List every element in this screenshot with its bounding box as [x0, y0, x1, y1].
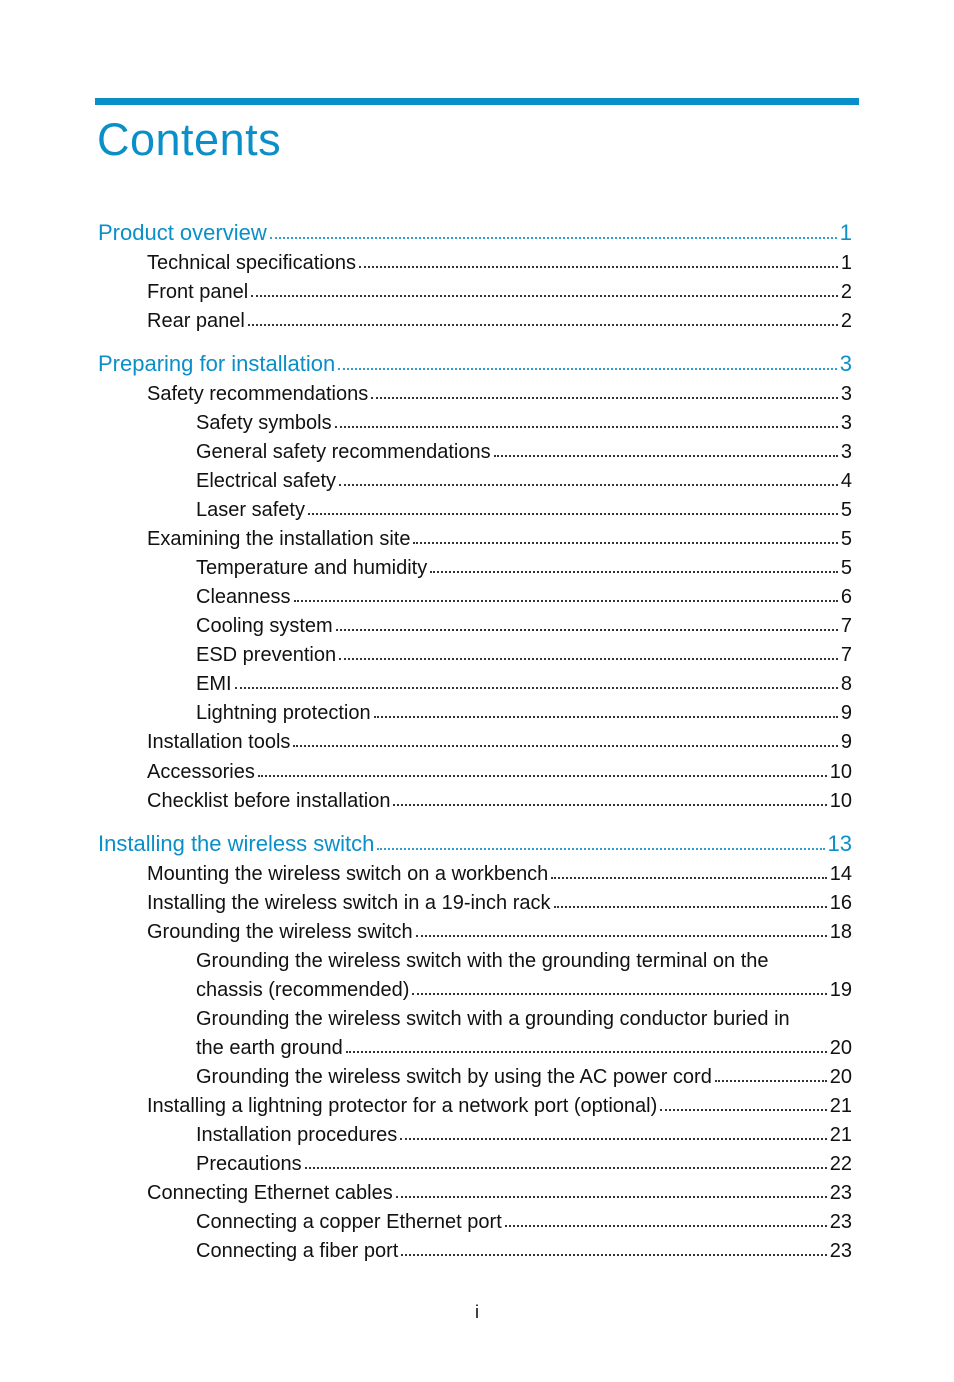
dot-leader: [660, 1108, 826, 1111]
toc-entry-emi[interactable]: [196, 667, 852, 696]
dot-leader: [336, 628, 838, 631]
toc-entry-label: Connecting Ethernet cables: [147, 1182, 393, 1204]
page-number: i: [475, 1302, 479, 1322]
toc-entry-grounding-terminal[interactable]: [196, 973, 852, 1002]
toc-entry-page: 16: [829, 892, 852, 914]
toc-entry-label: Connecting a fiber port: [196, 1240, 399, 1262]
dot-leader: [359, 265, 838, 268]
toc-entry-page: 9: [840, 731, 852, 753]
dot-leader: [339, 483, 838, 486]
dot-leader: [400, 1137, 827, 1140]
dot-leader: [393, 803, 826, 806]
toc-entry-label: Installing the wireless switch in a 19-inch rack: [147, 892, 551, 914]
toc-entry-label: Installing the wireless switch: [98, 831, 375, 856]
toc-entry-page: 8: [840, 673, 852, 695]
toc-entry-technical-specifications[interactable]: [147, 246, 852, 275]
dot-leader: [551, 876, 826, 879]
toc-section-product-overview[interactable]: [98, 216, 852, 246]
toc-entry-page: 18: [829, 921, 852, 943]
toc-entry-page: 5: [840, 557, 852, 579]
toc-entry-page: 3: [840, 441, 852, 463]
toc-entry-label: Safety recommendations: [147, 383, 369, 405]
toc-entry-page: 7: [840, 644, 852, 666]
toc-entry-label: Product overview: [98, 220, 267, 245]
dot-leader: [308, 512, 838, 515]
toc-entry-page: 2: [840, 281, 852, 303]
toc-entry-page: 21: [829, 1095, 852, 1117]
toc-entry-lightning-protector[interactable]: [147, 1089, 852, 1118]
toc-entry-checklist[interactable]: [147, 784, 852, 813]
toc-entry-page: 21: [829, 1124, 852, 1146]
toc-entry-label: Grounding the wireless switch by using the AC power cord: [196, 1066, 712, 1088]
toc-entry-general-safety-recommendations[interactable]: [196, 435, 852, 464]
toc-entry-page: 23: [829, 1182, 852, 1204]
toc-entry-label: General safety recommendations: [196, 441, 491, 463]
dot-leader: [339, 657, 838, 660]
toc-entry-page: 10: [829, 790, 852, 812]
dot-leader: [371, 396, 838, 399]
toc-entry-installation-procedures[interactable]: [196, 1118, 852, 1147]
toc-entry-label: ESD prevention: [196, 644, 337, 666]
toc-entry-page: 5: [840, 499, 852, 521]
toc-entry-page: 13: [827, 831, 852, 856]
dot-leader: [416, 934, 827, 937]
toc-entry-label: Installing a lightning protector for a network port (optional): [147, 1095, 658, 1117]
toc-entry-page: 20: [829, 1037, 852, 1059]
toc-entry-label: Connecting a copper Ethernet port: [196, 1211, 502, 1233]
dot-leader: [413, 541, 837, 544]
toc-entry-label: Front panel: [147, 281, 249, 303]
dot-leader: [258, 774, 827, 777]
toc-entry-label: Preparing for installation: [98, 351, 336, 376]
toc-entry-label: Rear panel: [147, 310, 245, 332]
dot-leader: [396, 1195, 827, 1198]
toc-entry-grounding[interactable]: [147, 915, 852, 944]
toc-entry-page: 2: [840, 310, 852, 332]
toc-entry-grounding-ac-cord[interactable]: [196, 1060, 852, 1089]
toc-entry-page: 10: [829, 761, 852, 783]
toc-entry-installation-tools[interactable]: [147, 725, 852, 754]
toc-entry-page: 19: [829, 979, 852, 1001]
toc-entry-label: EMI: [196, 673, 232, 695]
dot-leader: [305, 1166, 827, 1169]
toc-entry-temperature-humidity[interactable]: [196, 551, 852, 580]
dot-leader: [294, 599, 838, 602]
toc-entry-page: 22: [829, 1153, 852, 1175]
toc-entry-precautions[interactable]: [196, 1147, 852, 1176]
toc-entry-page: 23: [829, 1211, 852, 1233]
dot-leader: [401, 1253, 826, 1256]
toc-entry-grounding-conductor[interactable]: [196, 1031, 852, 1060]
dot-leader: [235, 686, 838, 689]
dot-leader: [412, 992, 826, 995]
dot-leader: [338, 367, 837, 370]
toc-entry-safety-symbols[interactable]: [196, 406, 852, 435]
dot-leader: [494, 454, 838, 457]
toc-entry-grounding-conductor-line1[interactable]: Grounding the wireless switch with a grounding conductor buried in: [196, 1008, 790, 1030]
dot-leader: [346, 1050, 827, 1053]
toc-entry-label: Temperature and humidity: [196, 557, 428, 579]
toc-entry-label: Mounting the wireless switch on a workbench: [147, 863, 549, 885]
dot-leader: [505, 1224, 827, 1227]
toc-entry-electrical-safety[interactable]: [196, 464, 852, 493]
dot-leader: [377, 847, 824, 850]
toc-entry-connecting-ethernet-cables[interactable]: [147, 1176, 852, 1205]
toc-entry-fiber-port[interactable]: [196, 1234, 852, 1263]
dot-leader: [374, 715, 838, 718]
toc-entry-page: 20: [829, 1066, 852, 1088]
toc-entry-label: Laser safety: [196, 499, 305, 521]
toc-entry-label: Examining the installation site: [147, 528, 411, 550]
toc-entry-label: Accessories: [147, 761, 255, 783]
toc-entry-lightning-protection[interactable]: [196, 696, 852, 725]
toc-entry-rear-panel[interactable]: [147, 304, 852, 333]
toc-section-preparing-for-installation[interactable]: [98, 347, 852, 377]
toc-entry-label: Electrical safety: [196, 470, 337, 492]
toc-entry-page: 3: [840, 412, 852, 434]
toc-entry-label: Cooling system: [196, 615, 333, 637]
dot-leader: [554, 905, 827, 908]
toc-entry-label: Precautions: [196, 1153, 302, 1175]
toc-entry-page: 3: [839, 351, 852, 376]
dot-leader: [430, 570, 838, 573]
toc-entry-page: 5: [840, 528, 852, 550]
dot-leader: [715, 1079, 827, 1082]
toc-entry-page: 1: [839, 220, 852, 245]
toc-entry-label: Installation tools: [147, 731, 291, 753]
toc-entry-page: 9: [840, 702, 852, 724]
toc-entry-page: 3: [840, 383, 852, 405]
toc-entry-page: 7: [840, 615, 852, 637]
dot-leader: [248, 323, 838, 326]
toc-entry-laser-safety[interactable]: [196, 493, 852, 522]
toc-entry-page: 14: [829, 863, 852, 885]
toc-entry-safety-recommendations[interactable]: [147, 377, 852, 406]
dot-leader: [251, 294, 838, 297]
dot-leader: [335, 425, 838, 428]
toc-entry-page: 1: [840, 252, 852, 274]
toc-entry-label: Checklist before installation: [147, 790, 391, 812]
toc-entry-label: Safety symbols: [196, 412, 332, 434]
title-rule: [95, 98, 859, 105]
dot-leader: [270, 236, 837, 239]
toc-entry-esd-prevention[interactable]: [196, 638, 852, 667]
toc-entry-page: 6: [840, 586, 852, 608]
toc-entry-examining-installation-site[interactable]: [147, 522, 852, 551]
toc-section-installing-wireless-switch[interactable]: [98, 827, 852, 857]
toc-entry-installing-rack[interactable]: [147, 886, 852, 915]
toc-entry-grounding-terminal-line1[interactable]: Grounding the wireless switch with the grounding terminal on the: [196, 950, 769, 972]
toc-entry-front-panel[interactable]: [147, 275, 852, 304]
toc-entry-label: Grounding the wireless switch: [147, 921, 413, 943]
toc-entry-accessories[interactable]: [147, 755, 852, 784]
toc-entry-page: 23: [829, 1240, 852, 1262]
toc-entry-label: chassis (recommended): [196, 979, 410, 1001]
toc-entry-label: the earth ground: [196, 1037, 343, 1059]
toc-entry-page: 4: [840, 470, 852, 492]
toc-entry-mounting-workbench[interactable]: [147, 857, 852, 886]
dot-leader: [293, 744, 837, 747]
toc-entry-label: Cleanness: [196, 586, 291, 608]
toc-entry-label: Installation procedures: [196, 1124, 398, 1146]
toc-entry-cleanness[interactable]: [196, 580, 852, 609]
toc-entry-label: Lightning protection: [196, 702, 371, 724]
toc-entry-label: Technical specifications: [147, 252, 356, 274]
page-title: Contents: [97, 114, 282, 165]
toc-entry-copper-port[interactable]: [196, 1205, 852, 1234]
toc-entry-cooling-system[interactable]: [196, 609, 852, 638]
